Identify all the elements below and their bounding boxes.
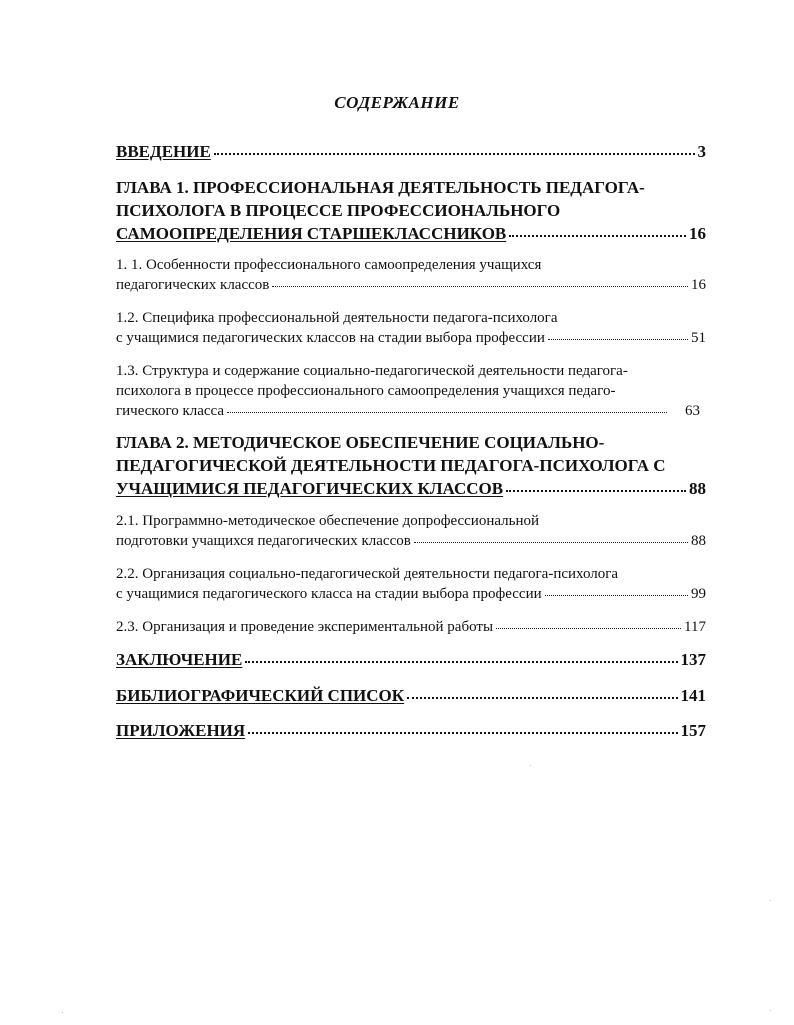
toc-entry-line: ПЕДАГОГИЧЕСКОЙ ДЕЯТЕЛЬНОСТИ ПЕДАГОГА-ПСИХОЛОГА С: [116, 456, 666, 475]
page-number: 141: [680, 686, 706, 705]
toc-entry-text: ВВЕДЕНИЕ: [116, 142, 211, 161]
page-number: 63: [685, 403, 700, 419]
scan-speck: [770, 900, 771, 901]
toc-entry-text: с учащимися педагогических классов на стадии выбора профессии: [116, 330, 545, 346]
toc-entry-bibliography[interactable]: [116, 684, 706, 707]
toc-entry-last-line: [116, 584, 706, 604]
toc-entry-chapter-1[interactable]: [116, 176, 706, 245]
toc-entry-last-line: [116, 328, 706, 348]
dot-leader: [407, 697, 677, 699]
toc-entry-line: ПСИХОЛОГА В ПРОЦЕССЕ ПРОФЕССИОНАЛЬНОГО: [116, 201, 561, 220]
toc-entry-text: БИБЛИОГРАФИЧЕСКИЙ СПИСОК: [116, 686, 405, 705]
toc-entry-last-line: [116, 648, 706, 671]
dot-leader: [496, 628, 681, 629]
scan-speck: [530, 765, 531, 766]
toc-entry-text: САМООПРЕДЕЛЕНИЯ СТАРШЕКЛАССНИКОВ: [116, 224, 507, 243]
dot-leader: [245, 661, 677, 663]
toc-entry-line: 1.3. Структура и содержание социально-педагогической деятельности педагога-: [116, 363, 628, 379]
toc-entry-text: подготовки учащихся педагогических классов: [116, 533, 411, 549]
toc-entry-text: с учащимися педагогического класса на стадии выбора профессии: [116, 586, 542, 602]
toc-entry-line: психолога в процессе профессионального самоопределения учащихся педаго-: [116, 383, 616, 399]
toc-entry-last-line: [116, 222, 706, 245]
toc-entry-line: 2.1. Программно-методическое обеспечение допрофессиональной: [116, 513, 540, 529]
toc-title: СОДЕРЖАНИЕ: [334, 93, 460, 112]
toc-entry-line: ГЛАВА 1. ПРОФЕССИОНАЛЬНАЯ ДЕЯТЕЛЬНОСТЬ ПЕДАГОГА-: [116, 178, 645, 197]
toc-entry-conclusion[interactable]: [116, 648, 706, 671]
page-number: 88: [689, 479, 706, 498]
page-number: 51: [691, 330, 706, 346]
toc-entry-last-line: [116, 531, 706, 551]
toc-entry-last-line: [116, 275, 706, 295]
toc-entry-chapter-2[interactable]: [116, 431, 706, 500]
toc-entry-line: 2.2. Организация социально-педагогической деятельности педагога-психолога: [116, 566, 619, 582]
dot-leader: [548, 339, 688, 340]
toc-entry-last-line: [116, 140, 706, 163]
toc-entry-section-2-1[interactable]: [116, 511, 706, 551]
toc-entry-section-2-3[interactable]: [116, 617, 706, 637]
dot-leader: [509, 235, 686, 237]
page-number: 157: [680, 721, 706, 740]
toc-entry-section-2-2[interactable]: [116, 564, 706, 604]
toc-entry-text: ЗАКЛЮЧЕНИЕ: [116, 650, 243, 669]
toc-entry-appendices[interactable]: [116, 719, 706, 742]
dot-leader: [545, 595, 688, 596]
toc-entry-section-1-1[interactable]: [116, 255, 706, 295]
page-number: 16: [691, 277, 706, 293]
page-number: 16: [689, 224, 706, 243]
toc-entry-text: 2.3. Организация и проведение экспериментальной работы: [116, 619, 494, 635]
page-number: 99: [691, 586, 706, 602]
dot-leader: [506, 490, 686, 492]
page-number: 88: [691, 533, 706, 549]
page-number: 137: [680, 650, 706, 669]
toc-entry-line: ГЛАВА 2. МЕТОДИЧЕСКОЕ ОБЕСПЕЧЕНИЕ СОЦИАЛЬНО-: [116, 433, 605, 452]
toc-entry-text: ПРИЛОЖЕНИЯ: [116, 721, 246, 740]
toc-entry-last-line: [116, 684, 706, 707]
toc-entry-text: педагогических классов: [116, 277, 270, 293]
toc-entry-last-line: [116, 617, 706, 637]
toc-entry-text: УЧАЩИМИСЯ ПЕДАГОГИЧЕСКИХ КЛАССОВ: [116, 479, 504, 498]
dot-leader: [272, 286, 688, 287]
scan-speck: [62, 1012, 63, 1013]
dot-leader: [248, 732, 677, 734]
scan-speck: [770, 1010, 771, 1011]
dot-leader: [214, 153, 695, 155]
dot-leader: [414, 542, 688, 543]
toc-entry-section-1-3[interactable]: [116, 361, 706, 421]
page-number: 3: [697, 142, 706, 161]
toc-entry-text: гического класса: [116, 403, 225, 419]
toc-entry-last-line: [116, 719, 706, 742]
toc-entry-last-line: [116, 477, 706, 500]
dot-leader: [227, 412, 667, 413]
toc-entry-introduction[interactable]: [116, 140, 706, 163]
toc-entry-last-line: [116, 401, 706, 421]
toc-entry-section-1-2[interactable]: [116, 308, 706, 348]
page-number: 117: [684, 619, 706, 635]
toc-entry-line: 1.2. Специфика профессиональной деятельности педагога-психолога: [116, 310, 558, 326]
toc-entry-line: 1. 1. Особенности профессионального самоопределения учащихся: [116, 257, 542, 273]
table-of-contents: [116, 136, 706, 742]
